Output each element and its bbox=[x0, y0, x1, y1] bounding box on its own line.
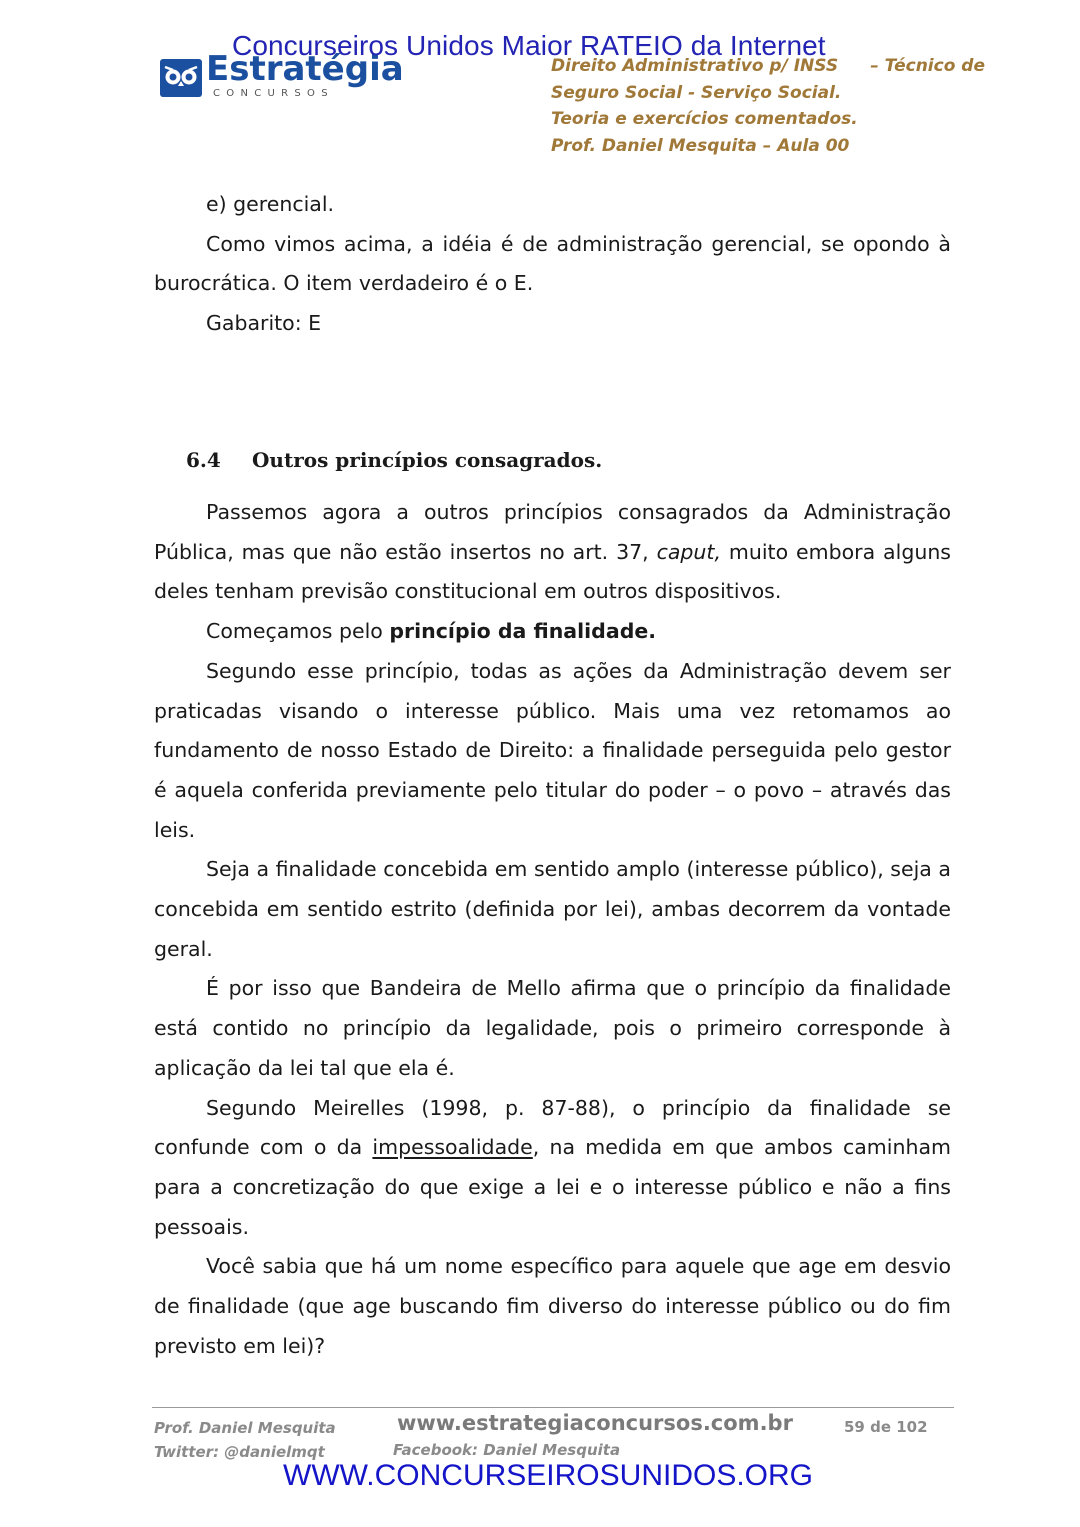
paragraph-como-vimos: Como vimos acima, a idéia é de administração gerencial, se opondo à burocrática. O item verdadeiro é o E. bbox=[154, 231, 951, 296]
content-main bbox=[154, 493, 951, 1366]
owl-icon bbox=[160, 59, 202, 97]
paragraph-option-e: e) gerencial. bbox=[206, 192, 335, 216]
paragraph-comecamos-a: Começamos pelo bbox=[206, 619, 390, 644]
paragraph-meirelles-a: Segundo Meirelles (1998, p. 87-88), o princípio da finalidade se confunde com o da bbox=[154, 1095, 951, 1160]
header-line-2: Seguro Social - Serviço Social. bbox=[551, 82, 842, 103]
paragraph-meirelles-b: , na medida em que ambos caminham para a concretização do que exige a lei e o interesse público e não a fins pessoais. bbox=[154, 1135, 951, 1239]
section-number: 6.4 bbox=[186, 448, 221, 472]
course-header bbox=[551, 53, 991, 159]
paragraph-gabarito: Gabarito: E bbox=[206, 311, 322, 336]
page-number: 59 de 102 bbox=[844, 1418, 928, 1436]
impessoalidade-underline: impessoalidade bbox=[372, 1135, 533, 1160]
watermark-top: Concurseiros Unidos Maior RATEIO da Internet bbox=[232, 30, 826, 61]
footer-facebook: Facebook: Daniel Mesquita bbox=[393, 1441, 621, 1459]
logo-wordmark: Estratégia bbox=[206, 49, 404, 89]
footer-divider bbox=[152, 1407, 954, 1408]
header-line-3: Teoria e exercícios comentados. bbox=[551, 109, 858, 129]
footer-website-link[interactable]: www.estrategiaconcursos.com.br bbox=[397, 1411, 793, 1435]
footer-author-block bbox=[154, 1416, 336, 1464]
header-line-1b: – Técnico de bbox=[870, 56, 985, 76]
paragraph-seja: Seja a finalidade concebida em sentido amplo (interesse público), seja a concebida em sentido estrito (definida por lei), ambas decorrem da vontade geral. bbox=[154, 857, 951, 961]
paragraph-passemos-b: muito embora alguns deles tenham previsão constitucional em outros dispositivos. bbox=[154, 539, 951, 604]
paragraph-comecamos bbox=[154, 612, 951, 652]
principio-finalidade-bold: princípio da finalidade. bbox=[389, 619, 657, 644]
footer-author: Prof. Daniel Mesquita bbox=[154, 1419, 336, 1437]
logo-subtitle: CONCURSOS bbox=[213, 88, 334, 99]
estrategia-logo bbox=[160, 49, 410, 105]
caput-italic: caput, bbox=[656, 539, 721, 564]
footer-twitter: Twitter: @danielmqt bbox=[154, 1443, 325, 1461]
paragraph-meirelles bbox=[154, 1089, 951, 1248]
paragraph-passemos-a: Passemos agora a outros princípios consagrados da Administração Pública, mas que não estão insertos no art. 37, bbox=[154, 500, 951, 564]
watermark-bottom: WWW.CONCURSEIROSUNIDOS.ORG bbox=[283, 1459, 813, 1492]
content-top bbox=[154, 185, 951, 344]
section-heading bbox=[186, 448, 602, 472]
paragraph-bandeira: É por isso que Bandeira de Mello afirma que o princípio da finalidade está contido no princípio da legalidade, pois o primeiro corresponde à aplicação da lei tal que ela é. bbox=[154, 976, 951, 1080]
section-title: Outros princípios consagrados. bbox=[252, 448, 603, 472]
paragraph-segundo-esse: Segundo esse princípio, todas as ações da Administração devem ser praticadas visando o interesse público. Mais uma vez retomamos ao fundamento de nosso Estado de Direito: a finalidade perseguida pelo gestor é aquela conferida previamente pelo titular do poder – o povo – através das leis. bbox=[154, 658, 951, 842]
header-line-4: Prof. Daniel Mesquita – Aula 00 bbox=[551, 135, 850, 156]
paragraph-voce-sabia: Você sabia que há um nome específico para aquele que age em desvio de finalidade (que age buscando fim diverso do interesse público ou do fim previsto em lei)? bbox=[154, 1254, 951, 1358]
paragraph-passemos bbox=[154, 493, 951, 612]
header-line-1a: Direito Administrativo p/ INSS bbox=[551, 56, 839, 76]
